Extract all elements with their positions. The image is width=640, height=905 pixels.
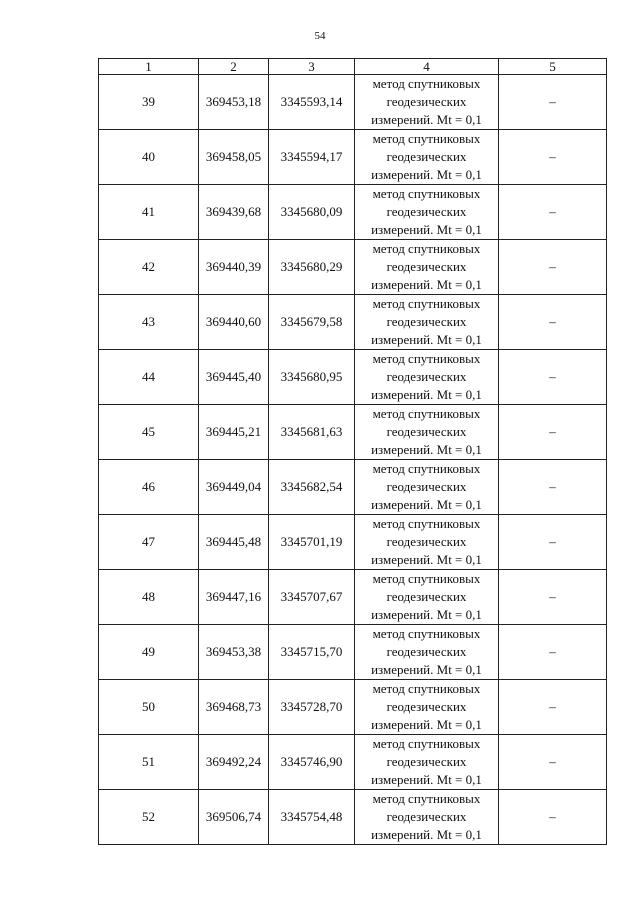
table-row [99,625,607,680]
y-coordinate-cell: 3345680,29 [269,240,355,295]
method-line: метод спутниковых [372,406,481,421]
table-row [99,185,607,240]
method-line: измерений. Mt = 0,1 [371,772,482,787]
method-line: геодезических [386,644,467,659]
point-number-cell: 44 [99,350,199,405]
x-coordinate-cell: 369445,48 [199,515,269,570]
method-line: измерений. Mt = 0,1 [371,222,482,237]
method-line: геодезических [386,204,467,219]
table-row [99,515,607,570]
x-coordinate-cell: 369440,60 [199,295,269,350]
method-cell [355,570,499,625]
point-number-cell: 52 [99,790,199,845]
x-coordinate-cell: 369506,74 [199,790,269,845]
x-coordinate-cell: 369439,68 [199,185,269,240]
point-number-cell: 41 [99,185,199,240]
method-cell [355,75,499,130]
table-row [99,130,607,185]
table-row [99,240,607,295]
table-row [99,295,607,350]
method-line: метод спутниковых [372,571,481,586]
method-line: измерений. Mt = 0,1 [371,662,482,677]
method-line: метод спутниковых [372,791,481,806]
y-coordinate-cell: 3345746,90 [269,735,355,790]
method-line: геодезических [386,699,467,714]
method-line: геодезических [386,259,467,274]
method-cell [355,185,499,240]
method-cell [355,460,499,515]
method-line: измерений. Mt = 0,1 [371,717,482,732]
note-cell: – [499,130,607,185]
table-row [99,680,607,735]
note-cell: – [499,515,607,570]
table-row [99,460,607,515]
point-number-cell: 50 [99,680,199,735]
method-line: измерений. Mt = 0,1 [371,497,482,512]
x-coordinate-cell: 369445,40 [199,350,269,405]
coordinates-table [98,58,607,845]
column-header: 1 [99,59,199,75]
method-cell [355,405,499,460]
table-row [99,350,607,405]
point-number-cell: 49 [99,625,199,680]
method-line: метод спутниковых [372,131,481,146]
method-line: метод спутниковых [372,516,481,531]
method-line: геодезических [386,314,467,329]
method-line: измерений. Mt = 0,1 [371,277,482,292]
method-line: измерений. Mt = 0,1 [371,607,482,622]
method-line: геодезических [386,589,467,604]
note-cell: – [499,735,607,790]
x-coordinate-cell: 369440,39 [199,240,269,295]
method-line: измерений. Mt = 0,1 [371,332,482,347]
column-header: 3 [269,59,355,75]
page-number: 54 [314,30,326,42]
method-cell [355,735,499,790]
note-cell: – [499,295,607,350]
y-coordinate-cell: 3345594,17 [269,130,355,185]
method-line: геодезических [386,754,467,769]
method-line: измерений. Mt = 0,1 [371,827,482,842]
column-header: 4 [355,59,499,75]
point-number-cell: 45 [99,405,199,460]
method-line: метод спутниковых [372,186,481,201]
note-cell: – [499,240,607,295]
point-number-cell: 42 [99,240,199,295]
x-coordinate-cell: 369445,21 [199,405,269,460]
note-cell: – [499,790,607,845]
y-coordinate-cell: 3345707,67 [269,570,355,625]
method-cell [355,790,499,845]
method-line: измерений. Mt = 0,1 [371,167,482,182]
table-header-row [99,59,607,75]
method-line: метод спутниковых [372,76,481,91]
method-line: геодезических [386,424,467,439]
y-coordinate-cell: 3345728,70 [269,680,355,735]
point-number-cell: 43 [99,295,199,350]
method-line: метод спутниковых [372,296,481,311]
method-line: измерений. Mt = 0,1 [371,442,482,457]
point-number-cell: 39 [99,75,199,130]
y-coordinate-cell: 3345680,95 [269,350,355,405]
table-row [99,75,607,130]
method-line: метод спутниковых [372,736,481,751]
y-coordinate-cell: 3345754,48 [269,790,355,845]
x-coordinate-cell: 369492,24 [199,735,269,790]
y-coordinate-cell: 3345701,19 [269,515,355,570]
point-number-cell: 40 [99,130,199,185]
x-coordinate-cell: 369453,38 [199,625,269,680]
note-cell: – [499,570,607,625]
y-coordinate-cell: 3345680,09 [269,185,355,240]
x-coordinate-cell: 369453,18 [199,75,269,130]
method-line: геодезических [386,534,467,549]
method-line: измерений. Mt = 0,1 [371,552,482,567]
table-row [99,790,607,845]
note-cell: – [499,460,607,515]
method-cell [355,625,499,680]
method-line: метод спутниковых [372,241,481,256]
x-coordinate-cell: 369458,05 [199,130,269,185]
method-cell [355,515,499,570]
method-cell [355,130,499,185]
y-coordinate-cell: 3345715,70 [269,625,355,680]
y-coordinate-cell: 3345681,63 [269,405,355,460]
point-number-cell: 47 [99,515,199,570]
method-line: геодезических [386,809,467,824]
point-number-cell: 51 [99,735,199,790]
point-number-cell: 46 [99,460,199,515]
note-cell: – [499,405,607,460]
note-cell: – [499,350,607,405]
x-coordinate-cell: 369447,16 [199,570,269,625]
y-coordinate-cell: 3345679,58 [269,295,355,350]
note-cell: – [499,625,607,680]
note-cell: – [499,75,607,130]
method-line: геодезических [386,94,467,109]
method-cell [355,680,499,735]
column-header: 2 [199,59,269,75]
method-cell [355,240,499,295]
method-line: метод спутниковых [372,626,481,641]
note-cell: – [499,680,607,735]
point-number-cell: 48 [99,570,199,625]
method-cell [355,295,499,350]
x-coordinate-cell: 369449,04 [199,460,269,515]
method-line: геодезических [386,369,467,384]
method-line: измерений. Mt = 0,1 [371,387,482,402]
method-line: измерений. Mt = 0,1 [371,112,482,127]
table-row [99,570,607,625]
column-header: 5 [499,59,607,75]
method-line: метод спутниковых [372,681,481,696]
method-line: метод спутниковых [372,461,481,476]
x-coordinate-cell: 369468,73 [199,680,269,735]
method-cell [355,350,499,405]
table-row [99,405,607,460]
note-cell: – [499,185,607,240]
y-coordinate-cell: 3345593,14 [269,75,355,130]
method-line: метод спутниковых [372,351,481,366]
method-line: геодезических [386,149,467,164]
y-coordinate-cell: 3345682,54 [269,460,355,515]
method-line: геодезических [386,479,467,494]
table-row [99,735,607,790]
